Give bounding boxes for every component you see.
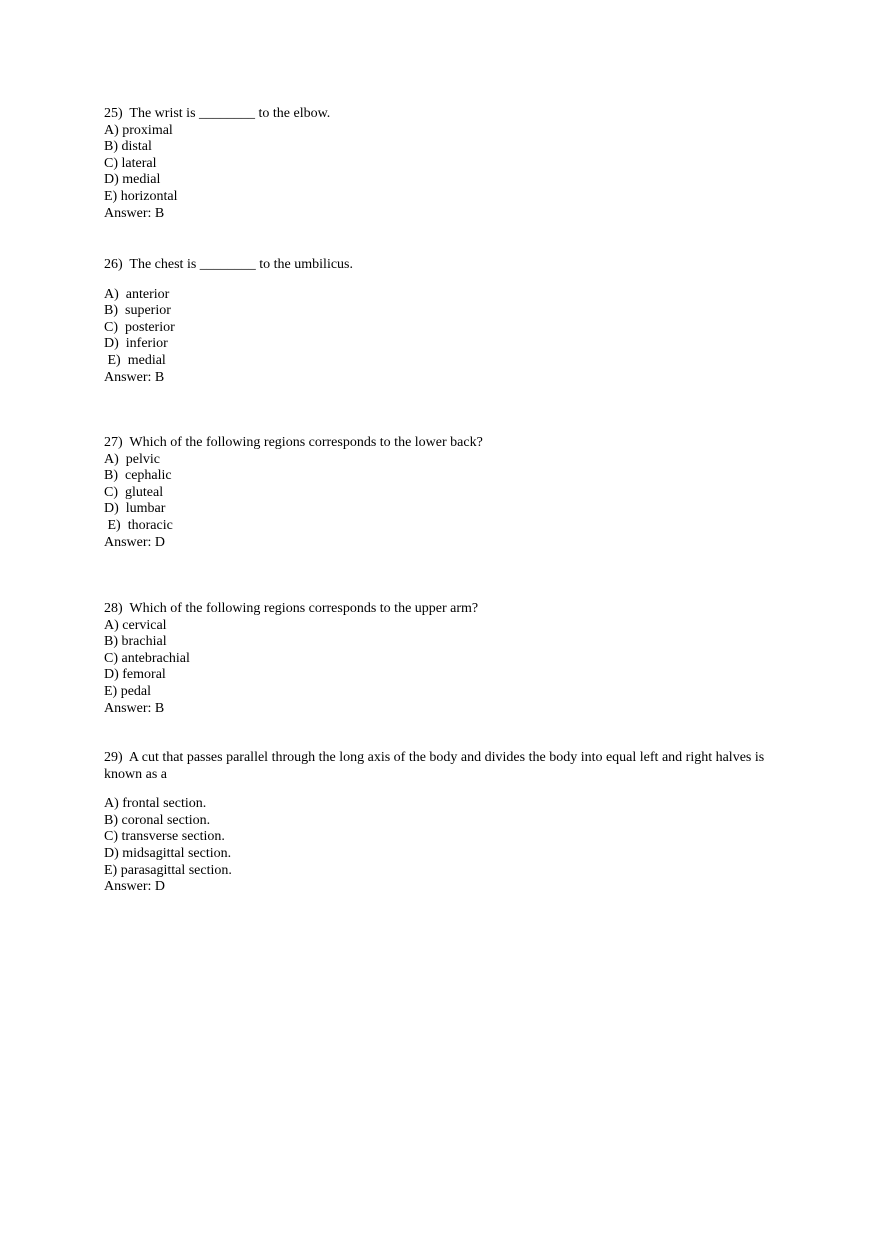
answer-option-d: D) midsagittal section. [104,845,232,861]
answer-option-c: C) lateral [104,155,157,171]
answer-option-e: E) medial [104,352,166,368]
answer-option-d: D) inferior [104,336,168,352]
answer-option-d: D) femoral [104,667,166,683]
answer-option-d: D) lumbar [104,501,166,517]
answer-option-e: E) pedal [104,683,152,699]
answer-option-a: A) cervical [104,617,167,633]
answer-key: Answer: B [104,205,165,221]
question-stem: 28) Which of the following regions corresponds to the upper arm? [104,601,479,616]
answer-option-a: A) anterior [104,286,170,302]
question-25 [104,106,784,222]
answer-option-e: E) horizontal [104,188,178,204]
answer-option-c: C) posterior [104,319,175,335]
answer-option-a: A) frontal section. [104,796,207,812]
answer-option-d: D) medial [104,172,161,188]
answer-key: Answer: D [104,534,166,550]
answer-key: Answer: D [104,879,166,895]
answer-option-a: A) pelvic [104,451,160,467]
answer-key: Answer: B [104,369,165,385]
question-28 [104,601,784,717]
answer-option-b: B) superior [104,303,171,319]
answer-option-a: A) proximal [104,122,173,138]
answer-option-b: B) coronal section. [104,812,211,828]
question-26 [104,257,784,386]
question-stem: 29) A cut that passes parallel through the long axis of the body and divides the body into equal left and right halves is known as a [104,750,768,782]
question-stem: 26) The chest is ________ to the umbilicus. [104,257,353,272]
spacer [104,783,784,796]
answer-option-b: B) cephalic [104,468,172,484]
answer-option-c: C) antebrachial [104,650,190,666]
answer-option-c: C) gluteal [104,484,164,500]
answer-option-b: B) distal [104,139,152,155]
answer-option-b: B) brachial [104,634,167,650]
question-29 [104,750,784,896]
answer-option-c: C) transverse section. [104,829,225,845]
question-stem: 27) Which of the following regions corresponds to the lower back? [104,435,483,450]
answer-option-e: E) parasagittal section. [104,862,232,878]
answer-key: Answer: B [104,700,165,716]
question-27 [104,435,784,551]
spacer [104,274,784,287]
answer-option-e: E) thoracic [104,517,173,533]
question-stem: 25) The wrist is ________ to the elbow. [104,106,331,121]
